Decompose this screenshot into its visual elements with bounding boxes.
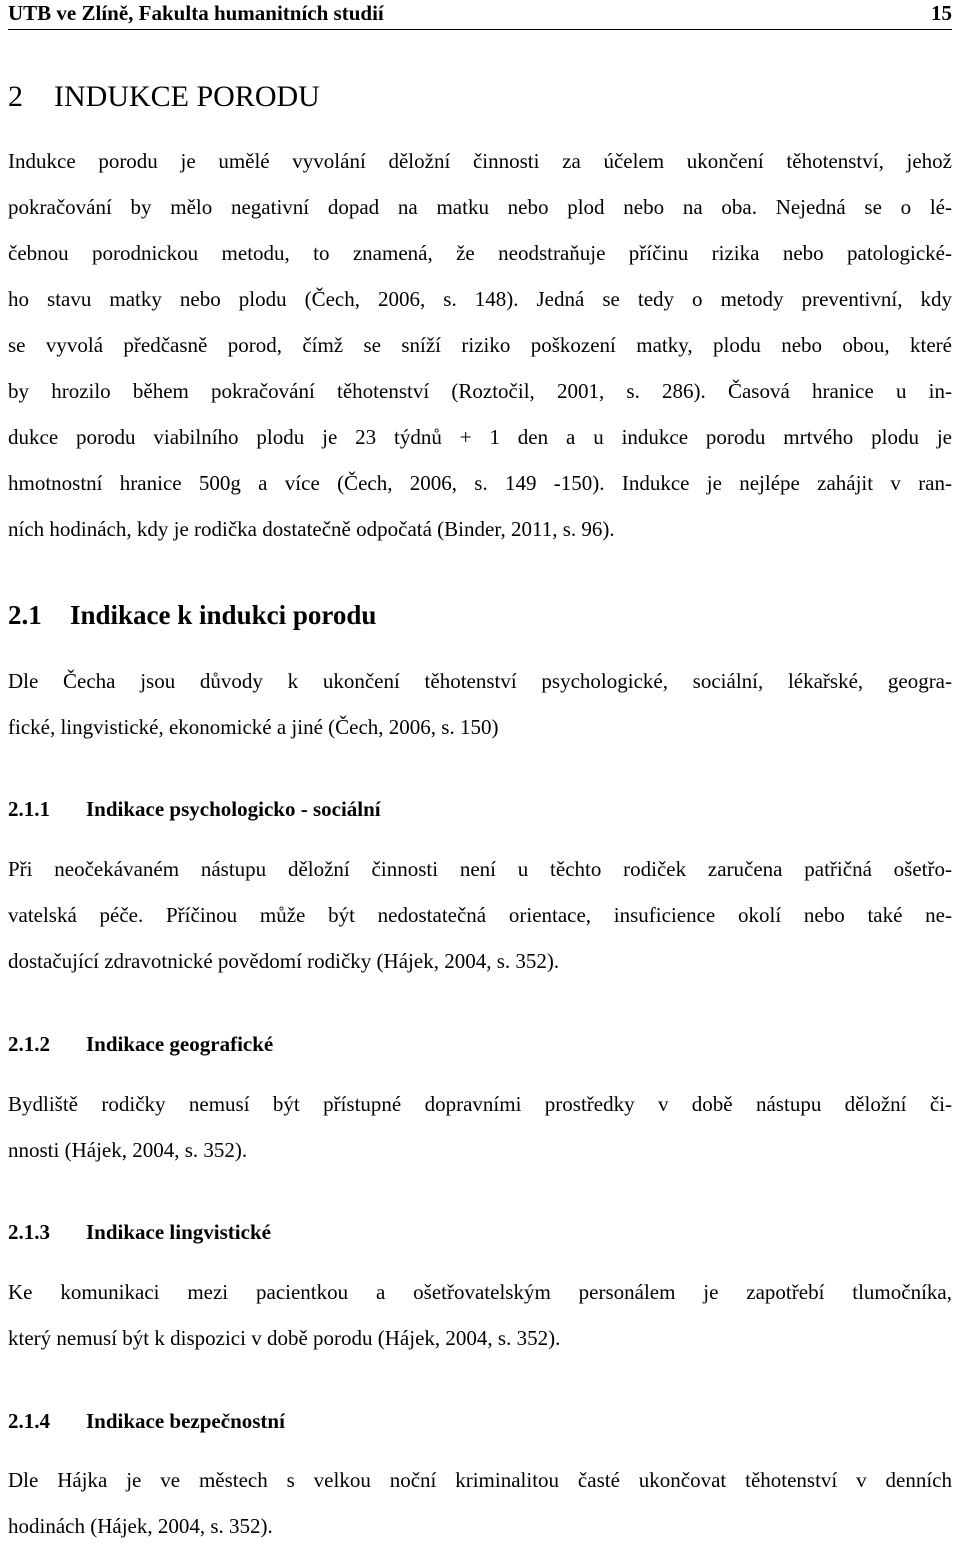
paragraph-line: Bydliště rodičky nemusí být přístupné dopravními prostředky v době nástupu děložní či-	[8, 1092, 952, 1116]
subsection-number: 2.1.1	[8, 797, 50, 821]
subsection-paragraph	[8, 1269, 952, 1361]
paragraph-line: ho stavu matky nebo plodu (Čech, 2006, s. 148). Jedná se tedy o metody preventivní, kdy	[8, 287, 952, 311]
running-header	[8, 0, 952, 30]
paragraph-line: se vyvolá předčasně porod, čímž se sníží riziko poškození matky, plodu nebo obou, které	[8, 333, 952, 357]
subsection-paragraph	[8, 1081, 952, 1173]
paragraph-line: Při neočekávaném nástupu děložní činnosti není u těchto rodiček zaručena patřičná ošetřo-	[8, 857, 952, 881]
paragraph-line: nnosti (Hájek, 2004, s. 352).	[8, 1138, 248, 1162]
subsection-title: Indikace geografické	[86, 1032, 274, 1056]
paragraph-line: fické, lingvistické, ekonomické a jiné (Čech, 2006, s. 150)	[8, 715, 499, 739]
paragraph-line: Ke komunikaci mezi pacientkou a ošetřovatelským personálem je zapotřebí tlumočníka,	[8, 1280, 952, 1304]
subsection-heading	[8, 1409, 285, 1434]
subsection-heading	[8, 797, 381, 822]
paragraph-line: čebnou porodnickou metodu, to znamená, že neodstraňuje příčinu rizika nebo patologické-	[8, 241, 952, 265]
paragraph-line: hmotnostní hranice 500g a více (Čech, 2006, s. 149 -150). Indukce je nejlépe zahájit v ran-	[8, 471, 952, 495]
section-title: Indikace k indukci porodu	[70, 600, 377, 630]
subsection-number: 2.1.2	[8, 1032, 50, 1056]
section-heading	[8, 600, 376, 631]
section-number: 2.1	[8, 600, 42, 630]
paragraph-line: dostačující zdravotnické povědomí rodičky (Hájek, 2004, s. 352).	[8, 949, 560, 973]
subsection-heading	[8, 1220, 271, 1245]
paragraph-line: pokračování by mělo negativní dopad na matku nebo plod nebo na oba. Nejedná se o lé-	[8, 195, 952, 219]
paragraph-line: Dle Čecha jsou důvody k ukončení těhotenství psychologické, sociální, lékařské, geogra-	[8, 669, 952, 693]
page-number: 15	[931, 1, 952, 25]
subsection-heading	[8, 1032, 273, 1057]
paragraph-line: hodinách (Hájek, 2004, s. 352).	[8, 1514, 273, 1538]
chapter-heading	[8, 80, 320, 114]
header-title: UTB ve Zlíně, Fakulta humanitních studií	[8, 1, 384, 25]
paragraph-line: Indukce porodu je umělé vyvolání děložní činnosti za účelem ukončení těhotenství, jehož	[8, 149, 952, 173]
subsection-paragraph	[8, 846, 952, 984]
subsection-number: 2.1.4	[8, 1409, 50, 1433]
chapter-title: INDUKCE PORODU	[54, 80, 320, 113]
subsection-title: Indikace bezpečnostní	[86, 1409, 285, 1433]
section-paragraph	[8, 658, 952, 750]
subsection-title: Indikace psychologicko - sociální	[86, 797, 381, 821]
chapter-number: 2	[8, 80, 23, 113]
paragraph-line: by hrozilo během pokračování těhotenství (Roztočil, 2001, s. 286). Časová hranice u in-	[8, 379, 952, 403]
paragraph-line: Dle Hájka je ve městech s velkou noční kriminalitou časté ukončovat těhotenství v denních	[8, 1468, 952, 1492]
subsection-paragraph	[8, 1457, 952, 1549]
subsection-title: Indikace lingvistické	[86, 1220, 271, 1244]
paragraph-line: který nemusí být k dispozici v době porodu (Hájek, 2004, s. 352).	[8, 1326, 561, 1350]
paragraph-line: dukce porodu viabilního plodu je 23 týdnů + 1 den a u indukce porodu mrtvého plodu je	[8, 425, 952, 449]
paragraph-line: vatelská péče. Příčinou může být nedostatečná orientace, insuficience okolí nebo také ne-	[8, 903, 952, 927]
paragraph-line: ních hodinách, kdy je rodička dostatečně odpočatá (Binder, 2011, s. 96).	[8, 517, 615, 541]
subsection-number: 2.1.3	[8, 1220, 50, 1244]
intro-paragraph	[8, 138, 952, 552]
